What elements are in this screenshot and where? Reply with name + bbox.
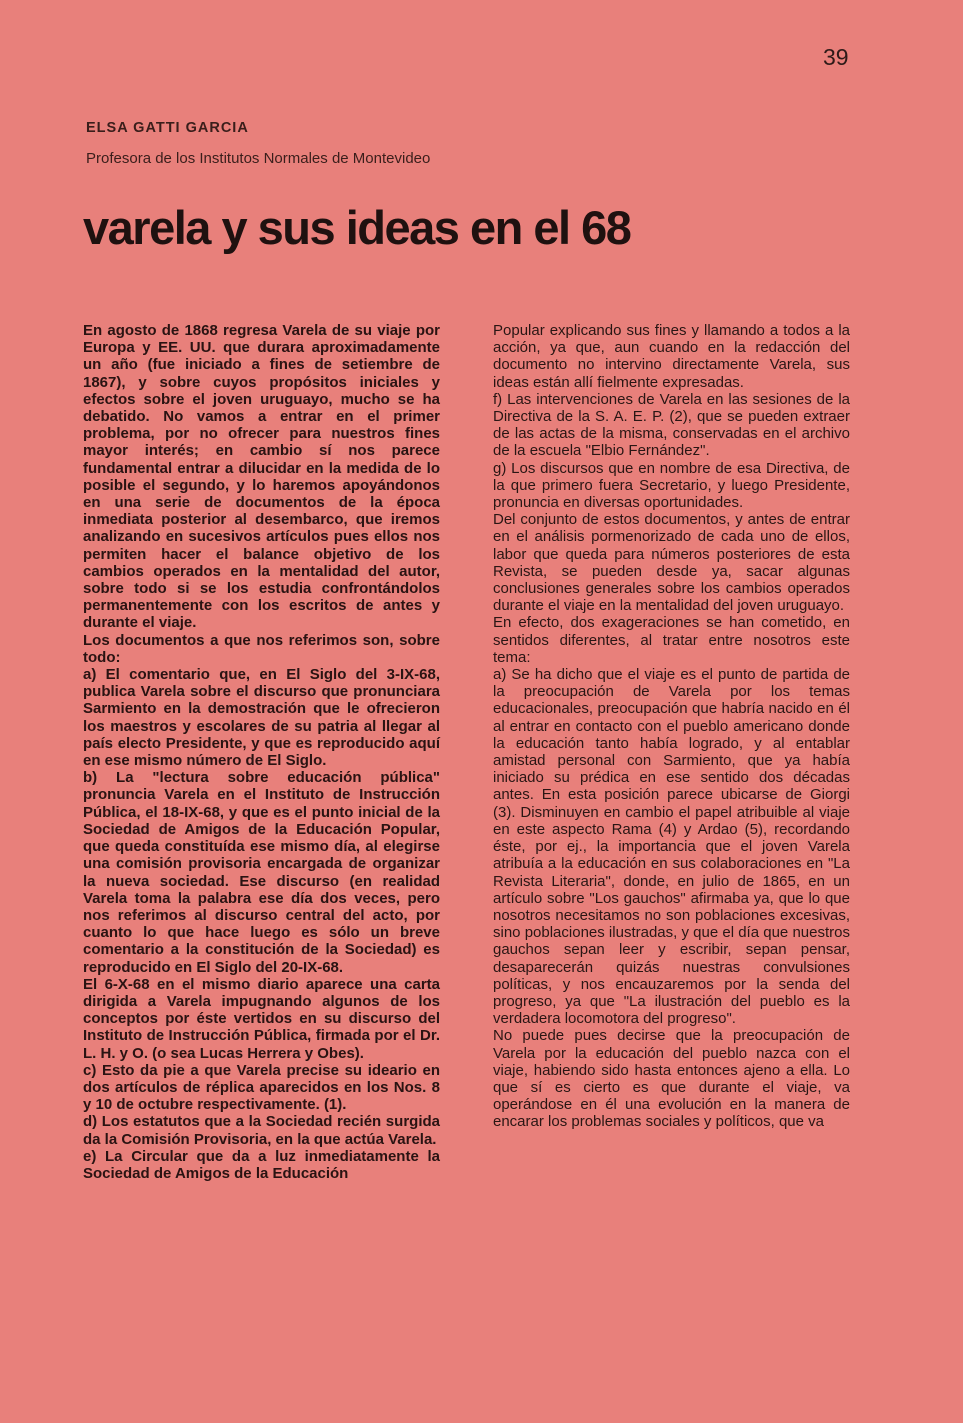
paragraph: Popular explicando sus fines y llamando a todos a la acción, ya que, aun cuando en la redacción del documento no intervino directamente Varela, sus ideas están allí fielmente expresadas. bbox=[493, 322, 850, 391]
paragraph: e) La Circular que da a luz inmediatamente la Sociedad de Amigos de la Educación bbox=[83, 1147, 440, 1182]
paragraph: b) La "lectura sobre educación pública" pronuncia Varela en el Instituto de Instrucción Pública, el 18-IX-68, y que es el punto inicial de la Sociedad de Amigos de la Educación Popular, que queda constituída ese mismo día, al elegirse una comisión provisoria encargada de organizar la nueva sociedad. Ese discurso (en realidad Varela toma la palabra ese día dos veces, pero nos referimos al discurso central del acto, por cuanto lo que hace luego es sólo un breve comentario a la constitución de la Sociedad) es reproducido en El Siglo del 20-IX-68. bbox=[83, 769, 440, 976]
paragraph: g) Los discursos que en nombre de esa Directiva, de la que primero fuera Secretario, y luego Presidente, pronuncia en diversas oportunidades. bbox=[493, 459, 850, 512]
paragraph: d) Los estatutos que a la Sociedad recién surgida da la Comisión Provisoria, en la que actúa Varela. bbox=[83, 1113, 440, 1148]
author-affiliation: Profesora de los Institutos Normales de Montevideo bbox=[86, 150, 431, 167]
paragraph: f) Las intervenciones de Varela en las sesiones de la Directiva de la S. A. E. P. (2), que se pueden extraer de las actas de la misma, conservadas en el archivo de la escuela "Elbio Fernández". bbox=[493, 390, 850, 460]
paragraph: c) Esto da pie a que Varela precise su ideario en dos artículos de réplica aparecidos en los Nos. 8 y 10 de octubre respectivamente. (1). bbox=[83, 1061, 440, 1114]
article-title: varela y sus ideas en el 68 bbox=[83, 201, 631, 254]
paragraph: En agosto de 1868 regresa Varela de su viaje por Europa y EE. UU. que durara aproximadamente un año (fue iniciado a fines de setiembre de 1867), y sobre cuyos propósitos iniciales y efectos sobre el joven uruguayo, mucho se ha debatido. No vamos a entrar en el primer problema, por no ofrecer para nuestros fines mayor interés; en cambio sí nos parece fundamental entrar a dilucidar en la medida de lo posible el segundo, y lo haremos apoyándonos en una serie de documentos de la época inmediata posterior al desembarco, que iremos analizando en sucesivos artículos pues ellos nos permiten hacer el balance objetivo de los cambios operados en la mentalidad del autor, sobre todo si se los estudia confrontándolos permanentemente con los escritos de antes y durante el viaje. bbox=[83, 322, 440, 632]
article-column-right bbox=[493, 322, 850, 1131]
paragraph: Los documentos a que nos referimos son, sobre todo: bbox=[83, 631, 440, 666]
paragraph: a) Se ha dicho que el viaje es el punto de partida de la preocupación de Varela por los temas educacionales, preocupación que habría nacido en él al entrar en contacto con el pueblo americano donde la educación tanto había logrado, y al entablar amistad personal con Sarmiento, que ya había iniciado su prédica en ese sentido dos décadas antes. En esta posición parece ubicarse de Giorgi (3). Disminuyen en cambio el papel atribuible al viaje en este aspecto Rama (4) y Ardao (5), recordando éste, por ej., la importancia que el joven Varela atribuía a la educación en sus colaboraciones en "La Revista Literaria", donde, en julio de 1865, en un artículo sobre "Los gauchos" afirmaba ya, que lo que nosotros necesitamos no son poblaciones excesivas, sino poblaciones ilustradas, y que el día que nuestros gauchos sepan leer y escribir, sepan pensar, desaparecerán quizás nuestras convulsiones políticas, y nos encauzaremos por la senda del progreso, ya que "La ilustración del pueblo es la verdadera locomotora del progreso". bbox=[493, 666, 850, 1028]
article-author: ELSA GATTI GARCIA bbox=[86, 120, 249, 136]
article-column-left bbox=[83, 322, 440, 1182]
paragraph: En efecto, dos exageraciones se han cometido, en sentidos diferentes, al tratar entre nosotros este tema: bbox=[493, 614, 850, 666]
paragraph: El 6-X-68 en el mismo diario aparece una carta dirigida a Varela impugnando algunos de los conceptos por éste vertidos en su discurso del Instituto de Instrucción Pública, firmada por el Dr. L. H. y O. (o sea Lucas Herrera y Obes). bbox=[83, 975, 440, 1062]
paragraph: No puede pues decirse que la preocupación de Varela por la educación del pueblo nazca con el viaje, habiendo sido hasta entonces ajeno a ella. Lo que sí es cierto es que durante el viaje, va operándose en él una evolución en la manera de encarar los problemas sociales y políticos, que va bbox=[493, 1027, 850, 1131]
page-number: 39 bbox=[823, 44, 849, 70]
paragraph: Del conjunto de estos documentos, y antes de entrar en el análisis pormenorizado de cada uno de ellos, labor que queda para números posteriores de esta Revista, se pueden desde ya, sacar algunas conclusiones generales sobre los cambios operados durante el viaje en la mentalidad del joven uruguayo. bbox=[493, 511, 850, 615]
paragraph: a) El comentario que, en El Siglo del 3-IX-68, publica Varela sobre el discurso que pronunciara Sarmiento en la demostración que le ofrecieron los maestros y escolares de su patria al llegar al país electo Presidente, y que es reproducido aquí en ese mismo número de El Siglo. bbox=[83, 666, 440, 770]
